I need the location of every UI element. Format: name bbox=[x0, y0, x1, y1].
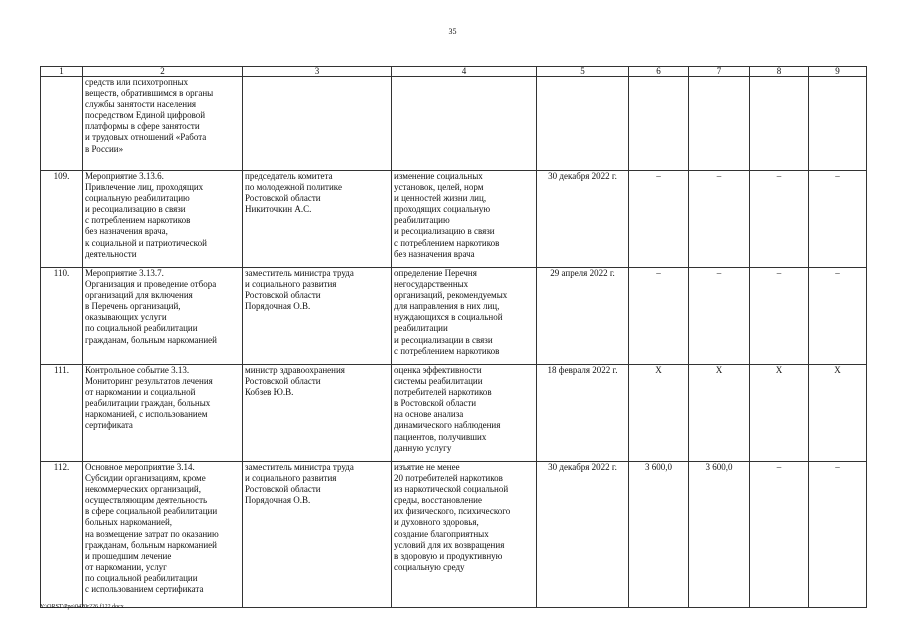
result-cell bbox=[392, 77, 537, 171]
row-number: 110. bbox=[41, 268, 83, 365]
amount-cell: – bbox=[809, 171, 867, 268]
result-cell: оценка эффективности системы реабилитации потребителей наркотиков в Ростовской области на основе анализа динамического наблюдения пациентов, получивших данную услугу bbox=[392, 365, 537, 462]
column-header: 5 bbox=[537, 67, 629, 77]
amount-cell bbox=[809, 77, 867, 171]
amount-cell: Х bbox=[689, 365, 750, 462]
amount-cell: – bbox=[750, 462, 809, 608]
result-cell: определение Перечня негосударственных организаций, рекомендуемых для направления в них лиц, нуждающихся в социальной реабилитации и ресоциализации в связи с потреблением наркотиков bbox=[392, 268, 537, 365]
amount-cell: – bbox=[750, 268, 809, 365]
event-cell: Основное мероприятие 3.14. Субсидии организациям, кроме некоммерческих организаций, осуществляющим деятельность в сфере социальной реабилитации больных наркоманией, на возмещение затрат по оказанию гражданам, больным наркоманией и прошедшим лечение от наркомании, услуг по социальной реабилитации с использованием сертификата bbox=[83, 462, 243, 608]
table-row bbox=[41, 365, 867, 462]
date-cell: 30 декабря 2022 г. bbox=[537, 462, 629, 608]
amount-cell: – bbox=[629, 268, 689, 365]
amount-cell: – bbox=[689, 171, 750, 268]
event-cell: Мероприятие 3.13.6. Привлечение лиц, проходящих социальную реабилитацию и ресоциализацию в связи с потреблением наркотиков без назначения врача, к социальной и патриотической деятельности bbox=[83, 171, 243, 268]
date-cell bbox=[537, 77, 629, 171]
amount-cell: – bbox=[689, 268, 750, 365]
table-row bbox=[41, 77, 867, 171]
amount-cell: Х bbox=[750, 365, 809, 462]
program-table bbox=[40, 66, 867, 608]
event-cell: средств или психотропных веществ, обратившимся в органы службы занятости населения посредством Единой цифровой платформы в сфере занятости и трудовых отношений «Работа в России» bbox=[83, 77, 243, 171]
table-row bbox=[41, 268, 867, 365]
row-number: 112. bbox=[41, 462, 83, 608]
column-header: 3 bbox=[243, 67, 392, 77]
amount-cell: – bbox=[629, 171, 689, 268]
event-cell: Контрольное событие 3.13. Мониторинг результатов лечения от наркомании и социальной реабилитации граждан, больных наркоманией, с использованием сертификата bbox=[83, 365, 243, 462]
event-cell: Мероприятие 3.13.7. Организация и проведение отбора организаций для включения в Перечень организаций, оказывающих услуги по социальной реабилитации гражданам, больным наркоманией bbox=[83, 268, 243, 365]
amount-cell: Х bbox=[629, 365, 689, 462]
amount-cell bbox=[750, 77, 809, 171]
result-cell: изъятие не менее 20 потребителей наркотиков из наркотической социальной среды, восстановление их физического, психического и духовного здоровья, создание благоприятных условий для их возвращения в здоровую и продуктивную социальную среду bbox=[392, 462, 537, 608]
responsible-cell: заместитель министра труда и социального развития Ростовской области Порядочная О.В. bbox=[243, 268, 392, 365]
column-header: 1 bbox=[41, 67, 83, 77]
result-cell: изменение социальных установок, целей, норм и ценностей жизни лиц, проходящих социальную реабилитацию и ресоциализацию в связи с потреблением наркотиков без назначения врача bbox=[392, 171, 537, 268]
row-number: 109. bbox=[41, 171, 83, 268]
column-header: 8 bbox=[750, 67, 809, 77]
date-cell: 30 декабря 2022 г. bbox=[537, 171, 629, 268]
amount-cell: – bbox=[809, 268, 867, 365]
row-number: 111. bbox=[41, 365, 83, 462]
amount-cell bbox=[629, 77, 689, 171]
column-header: 2 bbox=[83, 67, 243, 77]
date-cell: 18 февраля 2022 г. bbox=[537, 365, 629, 462]
responsible-cell bbox=[243, 77, 392, 171]
table-row bbox=[41, 171, 867, 268]
date-cell: 29 апреля 2022 г. bbox=[537, 268, 629, 365]
column-header: 9 bbox=[809, 67, 867, 77]
amount-cell: – bbox=[750, 171, 809, 268]
responsible-cell: председатель комитета по молодежной политике Ростовской области Никиточкин А.С. bbox=[243, 171, 392, 268]
amount-cell: Х bbox=[809, 365, 867, 462]
column-header: 4 bbox=[392, 67, 537, 77]
amount-cell: 3 600,0 bbox=[689, 462, 750, 608]
amount-cell bbox=[689, 77, 750, 171]
column-header: 7 bbox=[689, 67, 750, 77]
column-header-row bbox=[41, 67, 867, 77]
responsible-cell: заместитель министра труда и социального развития Ростовской области Порядочная О.В. bbox=[243, 462, 392, 608]
column-header: 6 bbox=[629, 67, 689, 77]
responsible-cell: министр здравоохранения Ростовской области Кобзев Ю.В. bbox=[243, 365, 392, 462]
file-path-footer: Y:\ORST\Ppo\0420r226.f122.docx bbox=[40, 604, 124, 610]
table-row bbox=[41, 462, 867, 608]
page-number: 35 bbox=[448, 27, 457, 36]
amount-cell: 3 600,0 bbox=[629, 462, 689, 608]
row-number bbox=[41, 77, 83, 171]
amount-cell: – bbox=[809, 462, 867, 608]
